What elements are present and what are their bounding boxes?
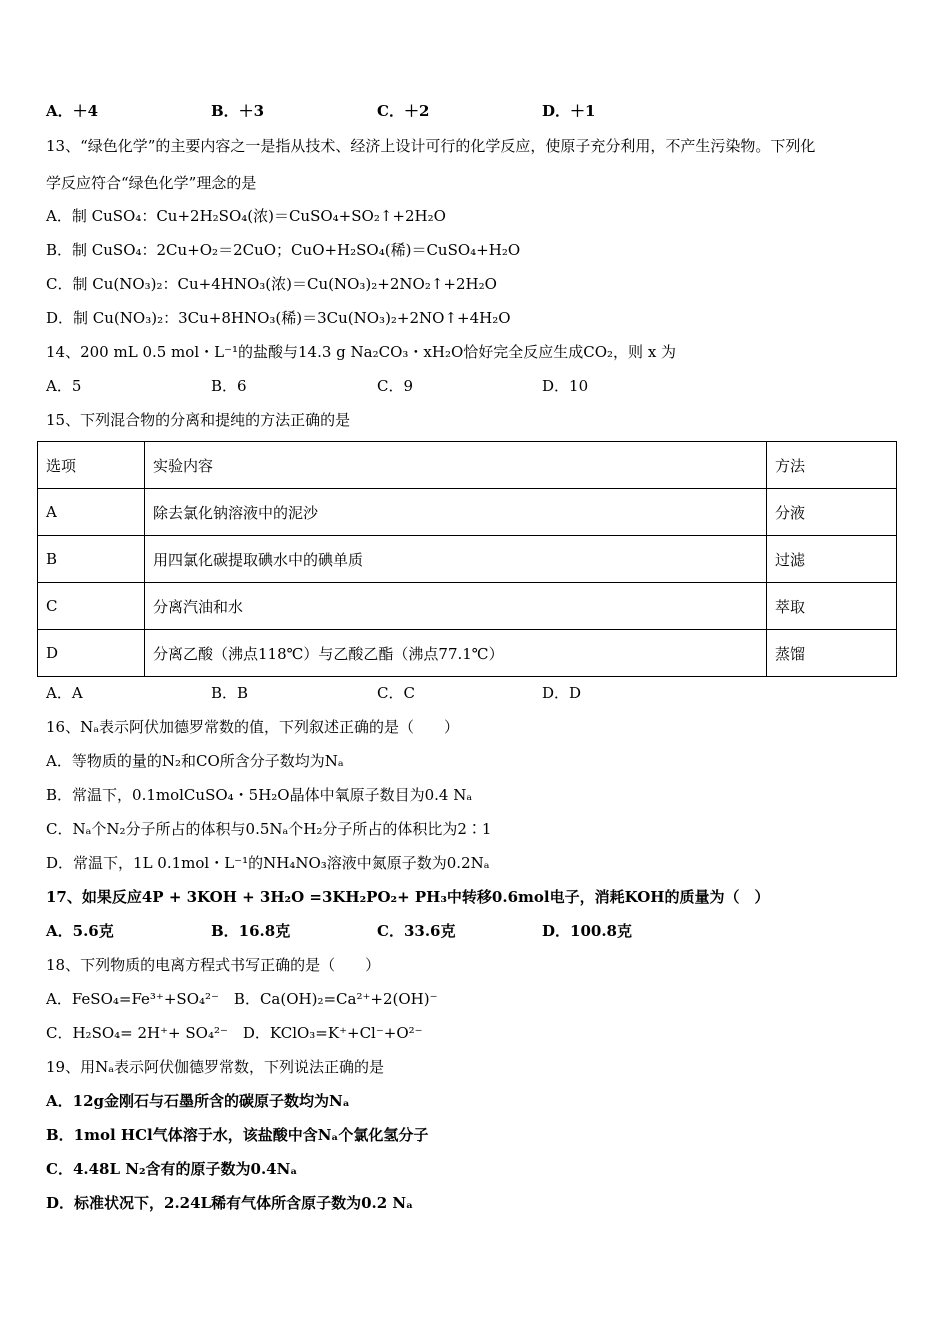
q17-stem: 17、如果反应4P + 3KOH + 3H₂O =3KH₂PO₂+ PH₃中转移0.6mol电子，消耗KOH的质量为（ ） [46, 888, 770, 906]
q19-option-d: D．标准状况下，2.24L稀有气体所含原子数为0.2 Nₐ [46, 1194, 414, 1212]
header-option: 选项 [38, 442, 145, 489]
row-content: 分离汽油和水 [145, 583, 767, 630]
q18-options-line2: C．H₂SO₄= 2H⁺+ SO₄²⁻ D．KClO₃=K⁺+Cl⁻+O²⁻ [46, 1024, 423, 1042]
table-row [38, 583, 897, 630]
row-method: 分液 [767, 489, 897, 536]
separation-methods-table [37, 441, 897, 677]
row-method: 过滤 [767, 536, 897, 583]
q14-option-d: D．10 [542, 377, 589, 395]
q13-option-c: C．制 Cu(NO₃)₂：Cu+4HNO₃(浓)＝Cu(NO₃)₂+2NO₂↑+2H₂O [46, 275, 497, 293]
row-label: D [38, 630, 145, 677]
q13-option-b: B．制 CuSO₄：2Cu+O₂＝2CuO；CuO+H₂SO₄(稀)＝CuSO₄+H₂O [46, 241, 521, 259]
row-content: 除去氯化钠溶液中的泥沙 [145, 489, 767, 536]
row-content: 用四氯化碳提取碘水中的碘单质 [145, 536, 767, 583]
q12-option-d: D．＋1 [542, 102, 596, 120]
q19-option-c: C．4.48L N₂含有的原子数为0.4Nₐ [46, 1160, 298, 1178]
q13-stem-line2: 学反应符合“绿色化学”理念的是 [46, 174, 257, 192]
table-row [38, 536, 897, 583]
q12-option-a: A．＋4 [46, 102, 99, 120]
row-method: 蒸馏 [767, 630, 897, 677]
q17-option-a: A．5.6克 [46, 922, 114, 940]
q19-option-b: B．1mol HCl气体溶于水，该盐酸中含Nₐ个氯化氢分子 [46, 1126, 429, 1144]
table-row [38, 630, 897, 677]
q16-stem: 16、Nₐ表示阿伏加德罗常数的值，下列叙述正确的是（ ） [46, 718, 460, 736]
q15-option-c: C．C [377, 684, 415, 702]
q15-option-a: A．A [46, 684, 83, 702]
q15-option-b: B．B [211, 684, 249, 702]
q13-stem-line1: 13、“绿色化学”的主要内容之一是指从技术、经济上设计可行的化学反应，使原子充分利用，不产生污染物。下列化 [46, 137, 816, 155]
q14-option-b: B．6 [211, 377, 247, 395]
q17-option-c: C．33.6克 [377, 922, 456, 940]
row-label: A [38, 489, 145, 536]
row-label: B [38, 536, 145, 583]
row-method: 萃取 [767, 583, 897, 630]
q17-option-b: B．16.8克 [211, 922, 291, 940]
table-row [38, 489, 897, 536]
q15-stem: 15、下列混合物的分离和提纯的方法正确的是 [46, 411, 351, 429]
table-header-row [38, 442, 897, 489]
q16-option-c: C．Nₐ个N₂分子所占的体积与0.5Nₐ个H₂分子所占的体积比为2∶1 [46, 820, 492, 838]
q12-option-b: B．＋3 [211, 102, 265, 120]
q16-option-d: D．常温下，1L 0.1mol・L⁻¹的NH₄NO₃溶液中氮原子数为0.2Nₐ [46, 854, 490, 872]
q16-option-a: A．等物质的量的N₂和CO所含分子数均为Nₐ [46, 752, 344, 770]
q17-option-d: D．100.8克 [542, 922, 632, 940]
q19-option-a: A．12g金刚石与石墨所含的碳原子数均为Nₐ [46, 1092, 350, 1110]
row-content: 分离乙酸（沸点118℃）与乙酸乙酯（沸点77.1℃） [145, 630, 767, 677]
header-content: 实验内容 [145, 442, 767, 489]
q14-option-a: A．5 [46, 377, 82, 395]
q13-option-d: D．制 Cu(NO₃)₂：3Cu+8HNO₃(稀)＝3Cu(NO₃)₂+2NO↑+4H₂O [46, 309, 511, 327]
row-label: C [38, 583, 145, 630]
q18-options-line1: A．FeSO₄=Fe³⁺+SO₄²⁻ B．Ca(OH)₂=Ca²⁺+2(OH)⁻ [46, 990, 438, 1008]
q14-option-c: C．9 [377, 377, 414, 395]
q15-option-d: D．D [542, 684, 582, 702]
q19-stem: 19、用Nₐ表示阿伏伽德罗常数，下列说法正确的是 [46, 1058, 385, 1076]
q18-stem: 18、下列物质的电离方程式书写正确的是（ ） [46, 956, 381, 974]
header-method: 方法 [767, 442, 897, 489]
q16-option-b: B．常温下，0.1molCuSO₄・5H₂O晶体中氧原子数目为0.4 Nₐ [46, 786, 473, 804]
q14-stem: 14、200 mL 0.5 mol・L⁻¹的盐酸与14.3 g Na₂CO₃・xH₂O恰好完全反应生成CO₂，则 x 为 [46, 343, 677, 361]
q12-option-c: C．＋2 [377, 102, 430, 120]
q13-option-a: A．制 CuSO₄：Cu+2H₂SO₄(浓)＝CuSO₄+SO₂↑+2H₂O [46, 207, 446, 225]
